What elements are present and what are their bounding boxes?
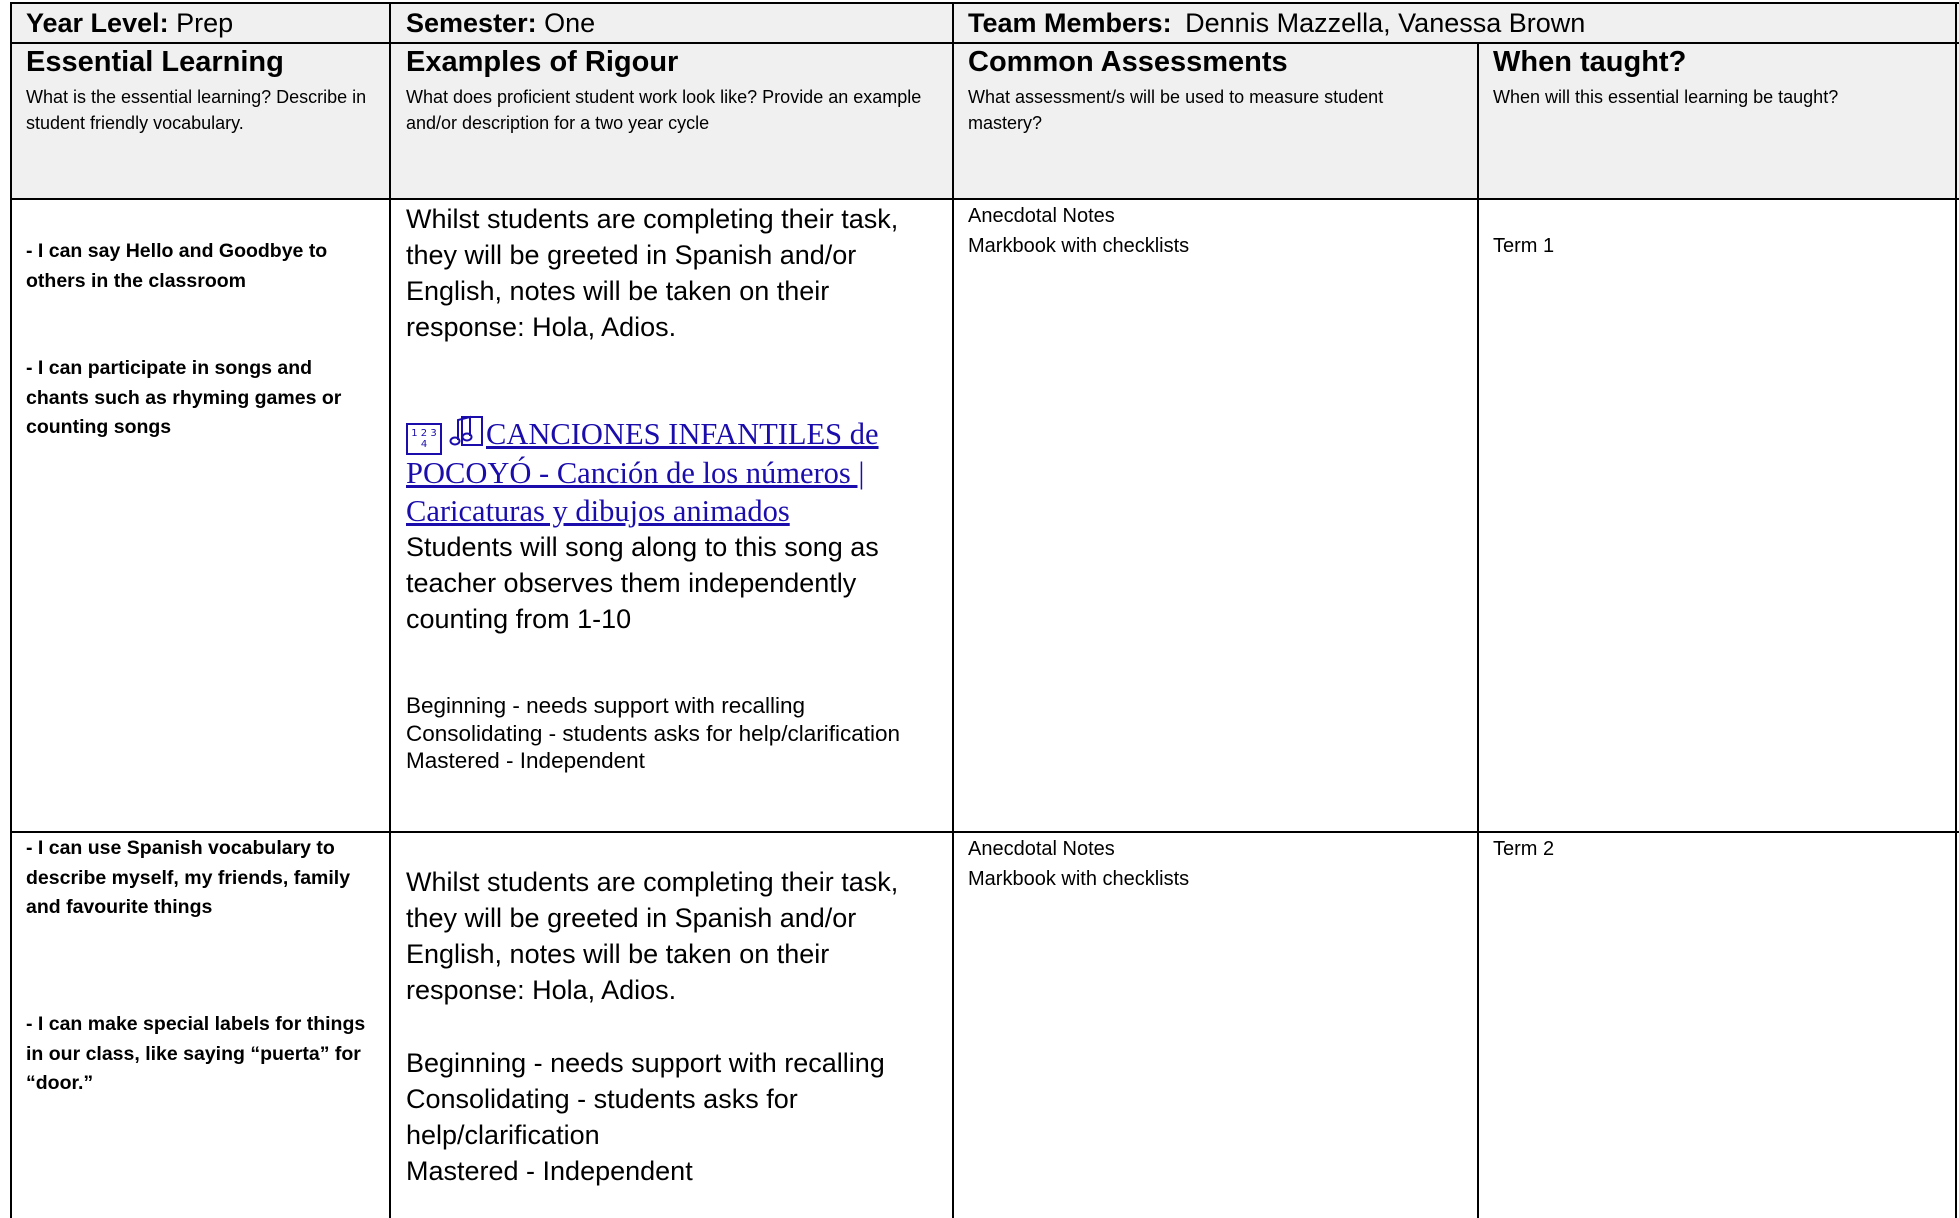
table-border (389, 2, 391, 1218)
essential-learning-item: - I can participate in songs and chants such as rhyming games or counting songs (26, 357, 342, 438)
column-header-essential-learning (26, 44, 381, 136)
rigour-song-description: Students will song along to this song as teacher observes them independently counting from 1-10 (406, 532, 879, 634)
level-mastered: Mastered - Independent (406, 748, 645, 773)
assessment-item: Anecdotal Notes (968, 838, 1115, 860)
level-beginning: Beginning - needs support with recalling (406, 693, 805, 718)
table-border (10, 198, 1959, 200)
column-header-common-assessments (968, 44, 1438, 136)
assessment-item: Anecdotal Notes (968, 205, 1115, 227)
when-taught-value: Term 2 (1493, 838, 1555, 860)
team-members-cell (968, 3, 1585, 43)
level-consolidating: Consolidating - students asks for help/clarification (406, 1084, 798, 1150)
level-beginning: Beginning - needs support with recalling (406, 1048, 885, 1078)
essential-learning-item: - I can say Hello and Goodbye to others in the classroom (26, 240, 328, 292)
assessments-list (968, 834, 1438, 894)
assessment-item: Markbook with checklists (968, 868, 1190, 890)
rigour-description: Whilst students are completing their task, they will be greeted in Spanish and/or English, notes will be taken on their response: Hola, Adios. (406, 204, 899, 342)
team-members-label: Team Members: (968, 8, 1172, 38)
assessment-item: Markbook with checklists (968, 235, 1190, 257)
year-level-value: Prep (176, 8, 234, 38)
when-taught-value: Term 1 (1493, 235, 1555, 257)
column-subtitle: What assessment/s will be used to measure student mastery? (968, 87, 1384, 133)
column-subtitle: When will this essential learning be taught? (1493, 87, 1839, 107)
table-border (10, 831, 1959, 833)
column-title: Examples of Rigour (406, 46, 679, 78)
table-border-right (1955, 2, 1957, 1218)
column-title: Common Assessments (968, 46, 1288, 78)
column-header-when-taught (1493, 44, 1933, 110)
column-title: When taught? (1493, 46, 1687, 78)
year-level-label: Year Level: (26, 8, 169, 38)
column-title: Essential Learning (26, 46, 284, 78)
table-border (1477, 42, 1479, 1218)
table-border (952, 2, 954, 1218)
song-link-text[interactable]: CANCIONES INFANTILES de POCOYÓ - Canción de los números | Caricaturas y dibujos animados (406, 417, 879, 528)
essential-learning-item: - I can make special labels for things in our class, like saying “puerta” for “door.” (26, 1013, 366, 1094)
table-border-left (10, 2, 12, 1218)
column-subtitle: What is the essential learning? Describe in student friendly vocabulary. (26, 87, 367, 133)
mastery-levels (406, 692, 951, 775)
column-header-examples-of-rigour (406, 44, 926, 136)
song-link[interactable] (406, 414, 926, 530)
level-consolidating: Consolidating - students asks for help/clarification (406, 720, 901, 746)
team-members-value: Dennis Mazzella, Vanessa Brown (1185, 8, 1586, 38)
column-subtitle: What does proficient student work look like? Provide an example and/or description for a two year cycle (406, 87, 922, 133)
assessments-list (968, 201, 1438, 261)
mastery-levels (406, 1045, 926, 1189)
keycap-numbers-icon: 1 2 3 4 (406, 423, 442, 455)
semester-value: One (544, 8, 596, 38)
year-level-cell (26, 3, 233, 43)
semester-cell (406, 3, 595, 43)
semester-label: Semester: (406, 8, 537, 38)
music-notes-icon (448, 414, 484, 448)
rigour-description: Whilst students are completing their task, they will be greeted in Spanish and/or English, notes will be taken on their response: Hola, Adios. (406, 867, 899, 1005)
essential-learning-item: - I can use Spanish vocabulary to describe myself, my friends, family and favourite things (26, 837, 351, 918)
level-mastered: Mastered - Independent (406, 1156, 693, 1186)
